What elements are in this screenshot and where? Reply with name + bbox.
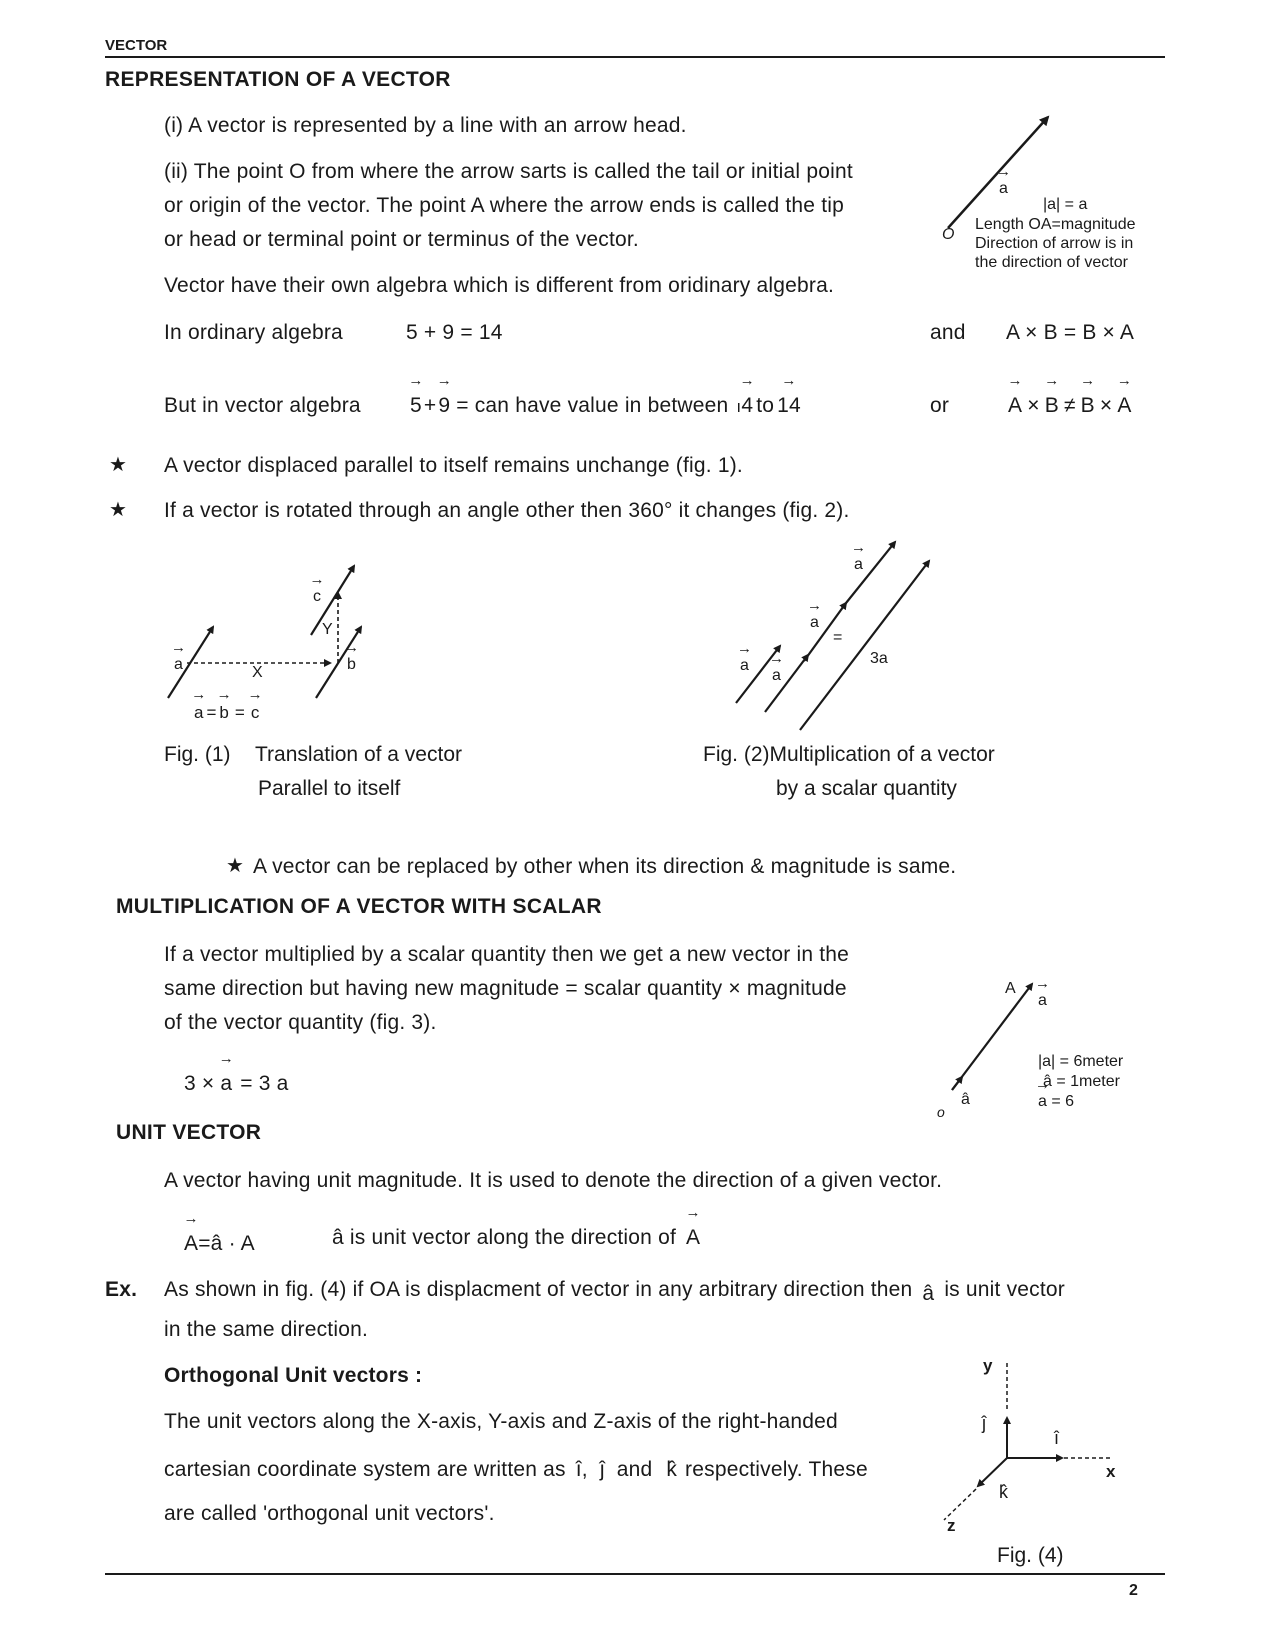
vec-range-text: can have value in between xyxy=(474,394,729,417)
unit-vector-equation: → A=â · A xyxy=(184,1227,255,1261)
unit-vector-description: â is unit vector along the direction of→ A xyxy=(332,1221,700,1255)
fig0-a-label: → a xyxy=(999,180,1008,198)
fig4-label-z: z xyxy=(947,1516,956,1535)
page-number: 2 xyxy=(1129,1582,1138,1599)
note-replacement: A vector can be replaced by other when its direction & magnitude is same. xyxy=(253,855,957,878)
orthogonal-subtitle: Orthogonal Unit vectors : xyxy=(164,1364,423,1387)
vector-sum-expression: → 5+→ 9 = can have value in between ı→ 4 to→ 14 xyxy=(410,389,801,424)
ordinary-algebra-eq: 5 + 9 = 14 xyxy=(406,321,503,344)
fig1-caption-number: Fig. (1) xyxy=(164,743,231,766)
section-title-unit-vector: UNIT VECTOR xyxy=(116,1121,262,1144)
orthogonal-para-line3: are called 'orthogonal unit vectors'. xyxy=(164,1502,495,1525)
fig4-label-i: î xyxy=(1054,1428,1060,1448)
fig1-label-y: Y xyxy=(322,621,333,638)
bullet-parallel-displacement: A vector displaced parallel to itself remains unchange (fig. 1). xyxy=(164,454,743,477)
fig0-origin-o: O xyxy=(942,226,955,243)
scalar-para-line2: same direction but having new magnitude = scalar quantity × magnitude xyxy=(164,977,847,1000)
fig2-label-a4: → a xyxy=(854,556,863,574)
ordinary-commutative-eq: A × B = B × A xyxy=(1006,321,1135,344)
para-vector-algebra: Vector have their own algebra which is different from oridinary algebra. xyxy=(164,274,835,297)
running-title: VECTOR xyxy=(105,37,168,54)
fig2-label-a1: → a xyxy=(740,657,749,675)
fig4-label-k: k̂ xyxy=(999,1482,1008,1502)
fig1-label-c: → c xyxy=(313,588,321,606)
fig3-magnitude-vector: → a = 6 xyxy=(1038,1093,1074,1111)
vector-noncommutative-eq: → A ×→ B ≠→ B ×→ A xyxy=(1008,389,1132,423)
section-title-scalar-multiplication: MULTIPLICATION OF A VECTOR WITH SCALAR xyxy=(116,895,602,918)
fig3-label-a: → a xyxy=(1038,992,1047,1010)
para-point-ii-line1: (ii) The point O from where the arrow sarts is called the tail or initial point xyxy=(164,160,853,183)
fig3-label-ahat: â xyxy=(961,1091,970,1108)
fig3-magnitude-ahat: â = 1meter xyxy=(1043,1073,1120,1090)
fig4-label-y: y xyxy=(983,1356,993,1375)
example-label: Ex. xyxy=(105,1278,138,1301)
fig1-caption-line1: Translation of a vector xyxy=(255,743,462,766)
vec-4: → 4 xyxy=(741,389,753,423)
vector-algebra-label: But in vector algebra xyxy=(164,394,361,417)
fig3-label-A: A xyxy=(1005,980,1016,997)
scalar-para-line3: of the vector quantity (fig. 3). xyxy=(164,1011,437,1034)
note-star: ★ xyxy=(226,855,244,877)
section-title-representation: REPRESENTATION OF A VECTOR xyxy=(105,68,451,91)
orthogonal-para-line1: The unit vectors along the X-axis, Y-axis and Z-axis of the right-handed xyxy=(164,1410,838,1433)
fig4-label-x: x xyxy=(1106,1462,1116,1481)
fig2-label-a3: → a xyxy=(810,614,819,632)
example-line2: in the same direction. xyxy=(164,1318,369,1341)
fig3-label-o: o xyxy=(937,1104,945,1120)
fig2-label-a2: → a xyxy=(772,667,781,685)
footer-rule xyxy=(105,1573,1165,1575)
bullet-star-1: ★ xyxy=(109,454,127,476)
vec-5: → 5 xyxy=(410,389,422,423)
scalar-equation: 3 ×→ a = 3 a xyxy=(184,1067,289,1101)
fig1-label-b: → b xyxy=(347,656,356,674)
fig0-magnitude: |a| = a xyxy=(1043,196,1088,213)
fig1-caption-line2: Parallel to itself xyxy=(258,777,401,800)
fig2-caption-line1: Fig. (2)Multiplication of a vector xyxy=(703,743,995,766)
para-point-ii-line3: or head or terminal point or terminus of the vector. xyxy=(164,228,639,251)
fig4-caption: Fig. (4) xyxy=(997,1544,1064,1567)
fig2-caption-line2: by a scalar quantity xyxy=(776,777,957,800)
bullet-rotation: If a vector is rotated through an angle other then 360° it changes (fig. 2). xyxy=(164,499,850,522)
bullet-star-2: ★ xyxy=(109,499,127,521)
fig1-equality: → a =→ b =→ c xyxy=(194,703,259,723)
fig0-length-note: Length OA=magnitude xyxy=(975,216,1136,233)
example-line1: As shown in fig. (4) if OA is displacment of vector in any arbitrary direction then â is unit vector xyxy=(164,1278,1065,1305)
orthogonal-para-line2: cartesian coordinate system are written as î, ĵ and k̂ respectively. These xyxy=(164,1458,868,1481)
fig0-direction-note: Direction of arrow is in xyxy=(975,235,1134,252)
para-point-ii-line2: or origin of the vector. The point A where the arrow ends is called the tip xyxy=(164,194,844,217)
fig2-equals: = xyxy=(833,629,843,646)
unit-vector-definition: A vector having unit magnitude. It is used to denote the direction of a given vector. xyxy=(164,1169,943,1192)
fig3-magnitude-a: |a| = 6meter xyxy=(1038,1053,1124,1070)
fig4-label-j: ĵ xyxy=(982,1413,986,1433)
or-word: or xyxy=(930,394,950,417)
fig2-label-3a: 3a xyxy=(870,650,888,667)
vec-14: → 14 xyxy=(777,389,801,423)
para-point-i: (i) A vector is represented by a line with an arrow head. xyxy=(164,114,687,137)
fig0-direction-note-2: the direction of vector xyxy=(975,254,1128,271)
scalar-para-line1: If a vector multiplied by a scalar quantity then we get a new vector in the xyxy=(164,943,850,966)
ordinary-algebra-label: In ordinary algebra xyxy=(164,321,343,344)
and-word: and xyxy=(930,321,966,344)
fig1-label-a: → a xyxy=(174,656,183,674)
fig1-label-x: X xyxy=(252,664,263,681)
vec-9: → 9 xyxy=(438,389,450,423)
